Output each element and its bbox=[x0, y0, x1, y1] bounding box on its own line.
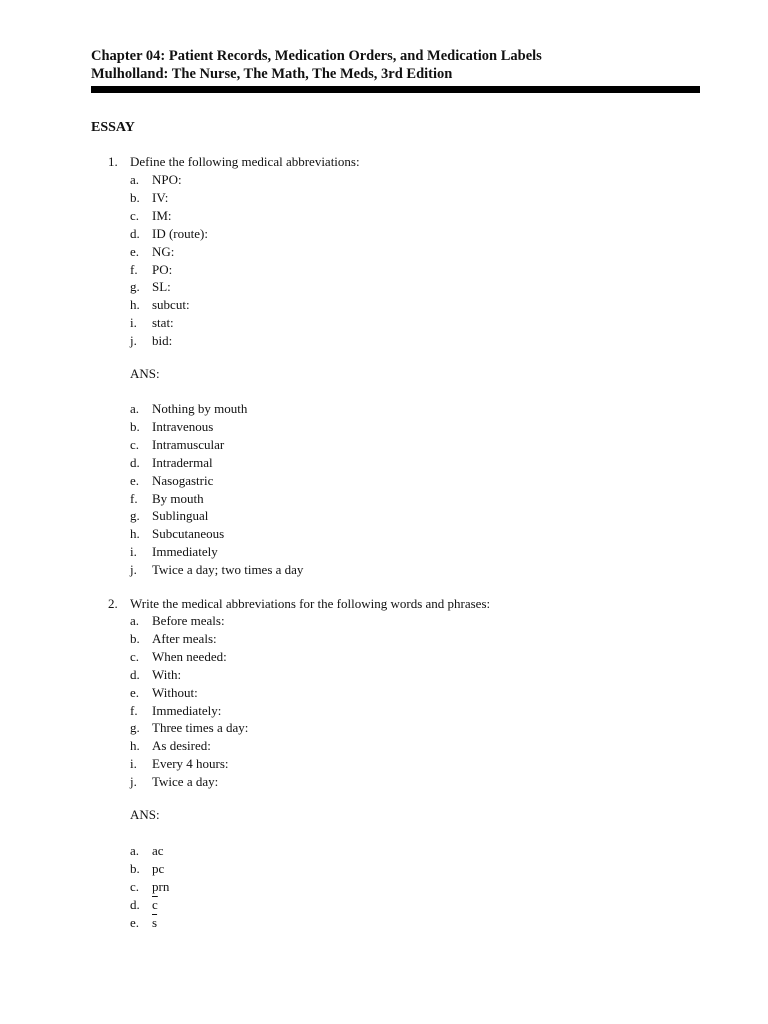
item-text: Every 4 hours: bbox=[152, 756, 229, 772]
item-letter: d. bbox=[130, 225, 140, 241]
item-text: $\overline{s}$ bbox=[152, 914, 158, 930]
item-text: Immediately bbox=[152, 544, 218, 560]
answer-label: ANS: bbox=[130, 366, 160, 381]
item-letter: a. bbox=[130, 843, 140, 858]
item-text: ac bbox=[152, 843, 164, 858]
item-text: NPO: bbox=[152, 172, 182, 187]
item-text: Intramuscular bbox=[152, 436, 225, 452]
item-letter: d. bbox=[130, 666, 140, 682]
item-text: Nothing by mouth bbox=[152, 401, 248, 416]
item-letter: d. bbox=[130, 896, 140, 912]
item-text: With: bbox=[152, 666, 182, 682]
item-letter: f. bbox=[130, 261, 138, 277]
item-text: SL: bbox=[152, 279, 171, 295]
item-letter: j. bbox=[130, 562, 137, 578]
item-letter: f. bbox=[130, 702, 138, 718]
item-text: pc bbox=[152, 860, 165, 876]
item-letter: j. bbox=[130, 774, 137, 790]
header-rule bbox=[91, 86, 700, 93]
item-text: Nasogastric bbox=[152, 472, 214, 488]
item-text: Subcutaneous bbox=[152, 526, 225, 542]
item-text: Sublingual bbox=[152, 508, 209, 524]
item-text: stat: bbox=[152, 315, 174, 331]
item-letter: h. bbox=[130, 526, 140, 542]
item-letter: d. bbox=[130, 454, 140, 470]
question-number: 1. bbox=[108, 154, 118, 169]
item-letter: c. bbox=[130, 207, 140, 223]
item-text: prn bbox=[152, 878, 170, 894]
item-letter: g. bbox=[130, 508, 140, 524]
item-letter: g. bbox=[130, 720, 140, 736]
item-letter: a. bbox=[130, 172, 140, 187]
item-letter: e. bbox=[130, 914, 140, 930]
item-letter: e. bbox=[130, 472, 140, 488]
item-text: Without: bbox=[152, 684, 198, 700]
item-letter: c. bbox=[130, 436, 140, 452]
chapter-title: Chapter 04: Patient Records, Medication Orders, and Medication Labels bbox=[91, 48, 542, 64]
item-text: When needed: bbox=[152, 648, 227, 664]
item-text: Three times a day: bbox=[152, 720, 249, 736]
question-prompt: Write the medical abbreviations for the following words and phrases: bbox=[130, 596, 491, 611]
question-prompt: Define the following medical abbreviations: bbox=[130, 154, 360, 169]
item-letter: j. bbox=[130, 333, 137, 349]
item-text: IV: bbox=[152, 189, 169, 205]
item-text: After meals: bbox=[152, 630, 217, 646]
item-letter: h. bbox=[130, 297, 140, 313]
item-text: bid: bbox=[152, 333, 173, 349]
item-letter: e. bbox=[130, 684, 140, 700]
item-text: IM: bbox=[152, 207, 172, 223]
item-text: Before meals: bbox=[152, 613, 225, 628]
item-letter: i. bbox=[130, 544, 137, 560]
item-letter: i. bbox=[130, 315, 137, 331]
question-number: 2. bbox=[108, 596, 118, 611]
item-letter: b. bbox=[130, 630, 140, 646]
item-text: Twice a day: bbox=[152, 774, 219, 790]
item-text: Immediately: bbox=[152, 702, 222, 718]
item-text: PO: bbox=[152, 261, 173, 277]
answer-label: ANS: bbox=[130, 807, 160, 822]
item-letter: b. bbox=[130, 860, 140, 876]
item-text: Intradermal bbox=[152, 454, 213, 470]
item-letter: g. bbox=[130, 279, 140, 295]
item-text: NG: bbox=[152, 243, 175, 259]
item-text: By mouth bbox=[152, 490, 204, 506]
item-text: subcut: bbox=[152, 297, 190, 313]
document-header bbox=[91, 47, 701, 83]
item-letter: h. bbox=[130, 738, 140, 754]
item-text: ID (route): bbox=[152, 225, 208, 241]
item-letter: c. bbox=[130, 648, 140, 664]
item-letter: e. bbox=[130, 243, 140, 259]
item-letter: c. bbox=[130, 878, 140, 894]
item-letter: b. bbox=[130, 418, 140, 434]
item-letter: i. bbox=[130, 756, 137, 772]
book-title: Mulholland: The Nurse, The Math, The Meds, 3rd Edition bbox=[91, 66, 453, 82]
section-heading: ESSAY bbox=[91, 120, 135, 135]
item-letter: a. bbox=[130, 613, 140, 628]
item-text: Intravenous bbox=[152, 418, 214, 434]
item-letter: f. bbox=[130, 490, 138, 506]
item-text: Twice a day; two times a day bbox=[152, 562, 304, 578]
item-letter: b. bbox=[130, 189, 140, 205]
item-text: $\overline{c}$ bbox=[152, 896, 158, 912]
item-text: As desired: bbox=[152, 738, 211, 754]
item-letter: a. bbox=[130, 401, 140, 416]
